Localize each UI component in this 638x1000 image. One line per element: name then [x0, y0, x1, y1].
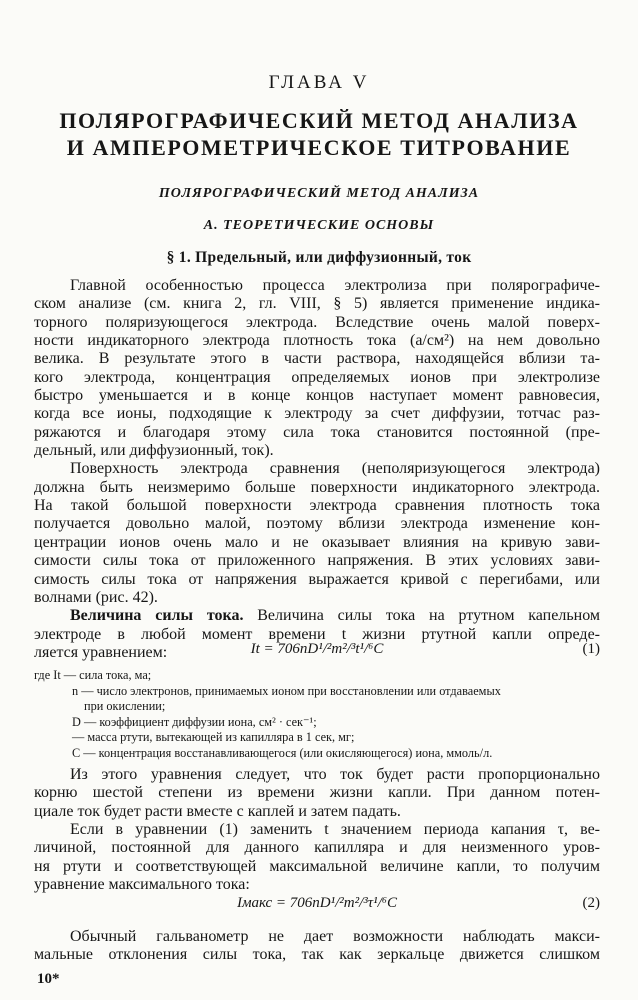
text-line: ности индикаторного электрода плотность тока (а/см²) на нем довольно [34, 332, 600, 350]
paragraph-title: § 1. Предельный, или диффузионный, ток [166, 249, 472, 266]
definition-row: n — число электронов, принимаемых ионом при восстановлении или отдаваемых [72, 683, 501, 698]
text-line: электроде в любой момент времени t жизни ртутной капли опреде- [34, 625, 600, 643]
text-line: быстро уменьшается и в конце концов наступает момент равновесия, [34, 387, 600, 405]
text-line: Главной особенностью процесса электролиза при полярографиче- [70, 277, 600, 294]
text-line: должна быть неизмеримо больше поверхности индикаторного электрода. [34, 478, 600, 496]
body-text-block-1 [34, 277, 600, 662]
equation-number: (2) [582, 895, 600, 911]
chapter-title [0, 107, 638, 161]
text-line: Из этого уравнения следует, что ток будет расти пропорционально [70, 766, 600, 783]
text-line: симости силы тока от приложенного напряжения. В этих условиях зави- [34, 552, 600, 570]
text-line: мальные отклонения силы тока, так как зеркальце движется слишком [34, 946, 600, 964]
page-number: 10* [37, 971, 60, 987]
text-line: ляется уравнением: [34, 643, 168, 661]
definition-row: C — концентрация восстанавливающегося (или окисляющегося) иона, ммоль/л. [72, 745, 493, 760]
body-text-block-2 [34, 766, 600, 894]
text-line: симость силы тока от напряжения выражается кривой с перегибами, или [34, 570, 600, 588]
text-line: личиной, постоянной для данного капилляра и для неизменного уров- [34, 839, 600, 857]
body-text-block-3 [34, 928, 600, 965]
definition-row: при окислении; [84, 699, 166, 714]
equation-formula: It = 706nD¹/²m²/³t¹/⁶C [250, 641, 384, 657]
text-line: когда все ионы, подходящие к электроду за счет диффузии, тотчас раз- [34, 405, 600, 423]
text-line: дельный, или диффузионный, ток). [34, 442, 274, 460]
text-line: кого электрода, концентрация определяемых ионов при электролизе [34, 368, 600, 386]
definition-row: D — коэффициент диффузии иона, см² · сек⁻¹; [72, 714, 317, 729]
text-line: уравнение максимального тока: [34, 876, 250, 894]
equation-number: (1) [582, 641, 600, 657]
text-line [34, 607, 600, 625]
section-title: ПОЛЯРОГРАФИЧЕСКИЙ МЕТОД АНАЛИЗА [158, 186, 480, 201]
text-line: Поверхность электрода сравнения (неполяризующегося электрода) [70, 460, 600, 478]
text-line: циале ток будет расти вместе с каплей и затем падать. [34, 802, 401, 820]
equation-formula: Iмакс = 706nD¹/²m²/³τ¹/⁶C [236, 895, 398, 911]
text-line: торного поляризующегося электрода. Вследствие очень малой поверх- [34, 313, 600, 331]
bold-run-in-heading: Величина силы тока. [70, 607, 244, 625]
text-line: Обычный гальванометр не дает возможности наблюдать макси- [70, 928, 600, 945]
text-line: получается довольно малой, поэтому вблизи электрода изменение кон- [34, 515, 600, 533]
chapter-heading: ГЛАВА V [268, 72, 370, 93]
text-line: центрации ионов очень мало и не оказывает влияния на кривую зави- [34, 533, 600, 551]
chapter-title-line-1: ПОЛЯРОГРАФИЧЕСКИЙ МЕТОД АНАЛИЗА [59, 108, 579, 133]
text-line: ряжаются и благодаря этому сила тока становится постоянной (пре- [34, 423, 600, 441]
definition-row: — масса ртути, вытекающей из капилляра в 1 сек, мг; [72, 730, 355, 745]
subsection-title: А. ТЕОРЕТИЧЕСКИЕ ОСНОВЫ [203, 218, 435, 233]
chapter-title-line-2: И АМПЕРОМЕТРИЧЕСКОЕ ТИТРОВАНИЕ [66, 135, 572, 160]
text-line: ском анализе (см. книга 2, гл. VIII, § 5) является применение индика- [34, 295, 600, 313]
text-line: корню шестой степени из времени жизни капли. При данном потен- [34, 784, 600, 802]
definition-row: где It — сила тока, ма; [34, 668, 152, 682]
text-line: На такой большой поверхности электрода сравнения плотность тока [34, 497, 600, 515]
text-line: волнами (рис. 42). [34, 588, 158, 606]
text-line: ня ртути и соответствующей максимальной величине капли, то получим [34, 857, 600, 875]
variable-definitions [34, 668, 600, 762]
text-line: Если в уравнении (1) заменить t значением периода капания τ, ве- [70, 821, 600, 839]
text-fragment: Величина силы тока на ртутном капельном [243, 607, 601, 625]
text-line: велика. В результате этого в части раствора, находящейся вблизи та- [34, 350, 600, 368]
